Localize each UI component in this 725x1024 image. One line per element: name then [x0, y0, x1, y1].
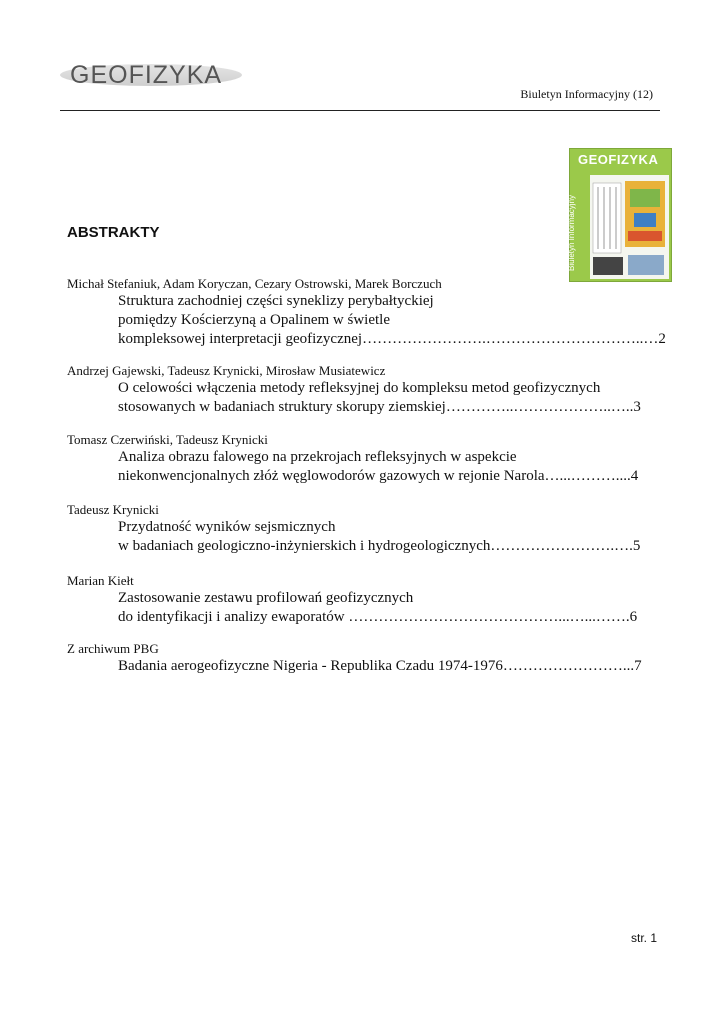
logo-text: GEOFIZYKA	[70, 61, 223, 89]
entry-authors: Z archiwum PBG	[67, 641, 159, 656]
entry-title-line: Zastosowanie zestawu profilowań geofizycznych	[118, 590, 414, 606]
toc-entry[interactable]	[67, 276, 666, 349]
entry-title-line: niekonwencjonalnych złóż węglowodorów gazowych w rejonie Narola…...………....4	[118, 468, 639, 484]
entry-title-line: kompleksowej interpretacji geofizycznej…………………….…………………………..…2	[118, 331, 666, 347]
entry-title-line: O celowości włączenia metody refleksyjnej do kompleksu metod geofizycznych	[118, 380, 601, 396]
entry-title-line: pomiędzy Kościerzyną a Opalinem w świetle	[118, 312, 390, 328]
entry-authors: Marian Kiełt	[67, 573, 134, 588]
entry-authors: Michał Stefaniuk, Adam Koryczan, Cezary Ostrowski, Marek Borczuch	[67, 276, 442, 291]
cover-title: GEOFIZYKA	[578, 152, 659, 167]
entry-title-line: Struktura zachodniej części syneklizy perybałtyckiej	[118, 293, 434, 309]
page-number: str. 1	[630, 931, 657, 945]
entry-title-line: Analiza obrazu falowego na przekrojach refleksyjnych w aspekcie	[118, 449, 517, 465]
entry-title-line: Przydatność wyników sejsmicznych	[118, 519, 336, 535]
toc-entry[interactable]	[67, 641, 657, 676]
toc-entry[interactable]	[67, 432, 657, 486]
geofizyka-logo	[60, 60, 245, 92]
entry-authors: Andrzej Gajewski, Tadeusz Krynicki, Mirosław Musiatewicz	[67, 363, 386, 378]
cover-figure	[590, 175, 669, 279]
toc-entry[interactable]	[67, 363, 657, 417]
entry-title-line: stosowanych w badaniach struktury skorupy ziemskiej…………..………………..…..3	[118, 399, 641, 415]
entry-title-line: Badania aerogeofizyczne Nigeria - Republika Czadu 1974-1976……………………...7	[118, 658, 642, 674]
entry-title-line: w badaniach geologiczno-inżynierskich i hydrogeologicznych…………………….….5	[118, 538, 641, 554]
entry-title-line: do identyfikacji i analizy ewaporatów ……………………………………...…...…….6	[118, 609, 638, 625]
entry-authors: Tomasz Czerwiński, Tadeusz Krynicki	[67, 432, 268, 447]
entry-authors: Tadeusz Krynicki	[67, 502, 159, 517]
header-divider	[60, 110, 660, 111]
cover-side-text: Biuletyn Informacyjny	[567, 194, 576, 271]
section-title: ABSTRAKTY	[67, 224, 160, 241]
bulletin-label: Biuletyn Informacyjny (12)	[520, 87, 653, 101]
journal-cover-image	[569, 148, 672, 282]
toc-entry[interactable]	[67, 573, 657, 627]
toc-entry[interactable]	[67, 502, 657, 556]
